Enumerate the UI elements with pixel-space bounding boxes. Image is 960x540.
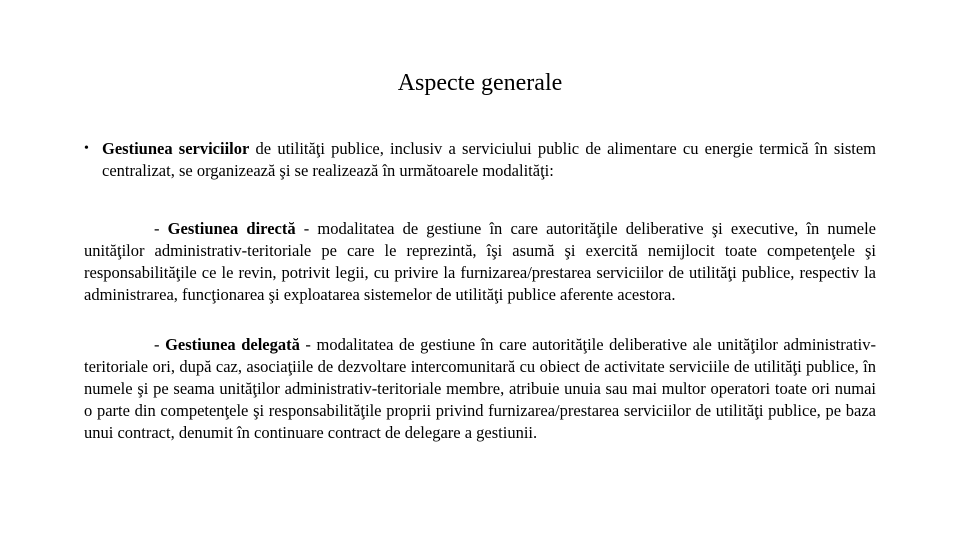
bullet-marker: • bbox=[84, 141, 89, 156]
paragraph-prefix: - bbox=[154, 219, 168, 238]
paragraph-bold-lead: Gestiunea delegată bbox=[165, 335, 300, 354]
bullet-text bbox=[102, 138, 876, 182]
paragraph-delegated-management bbox=[84, 334, 876, 444]
paragraph-direct-management bbox=[84, 218, 876, 306]
bullet-bold-lead: Gestiunea serviciilor bbox=[102, 139, 250, 158]
paragraph-bold-lead: Gestiunea directă bbox=[167, 219, 296, 238]
slide-title: Aspecte generale bbox=[397, 70, 563, 96]
bullet-body: de utilităţi publice, inclusiv a serviciului public de alimentare cu energie termică în sistem centralizat, se organizează şi se realizează în următoarele modalităţi: bbox=[102, 139, 876, 180]
paragraph-body: - modalitatea de gestiune în care autorităţile deliberative şi executive, în numele unităţilor administrativ-teritoriale pe care le reprezintă, îşi asumă şi exercită nemijlocit toate competenţele şi responsabilităţile ce le revin, potrivit legii, cu privire la furnizarea/prestarea serviciilor de utilităţi publice, respectiv la administrarea, funcţionarea şi exploatarea sistemelor de utilităţi publice aferente acestora. bbox=[84, 219, 876, 304]
bullet-item bbox=[84, 138, 876, 182]
paragraph-body: - modalitatea de gestiune în care autorităţile deliberative ale unităţilor administrativ-teritoriale ori, după caz, asociaţiile de dezvoltare intercomunitară cu obiect de activitate serviciile de utilităţi publice, în numele şi pe seama unităţilor administrativ-teritoriale membre, atribuie unuia sau mai multor operatori toate ori numai o parte din competenţele şi responsabilităţile proprii privind furnizarea/prestarea serviciilor de utilităţi publice, pe baza unui contract, denumit în continuare contract de delegare a gestiunii. bbox=[84, 335, 876, 442]
paragraph-prefix: - bbox=[154, 335, 166, 354]
